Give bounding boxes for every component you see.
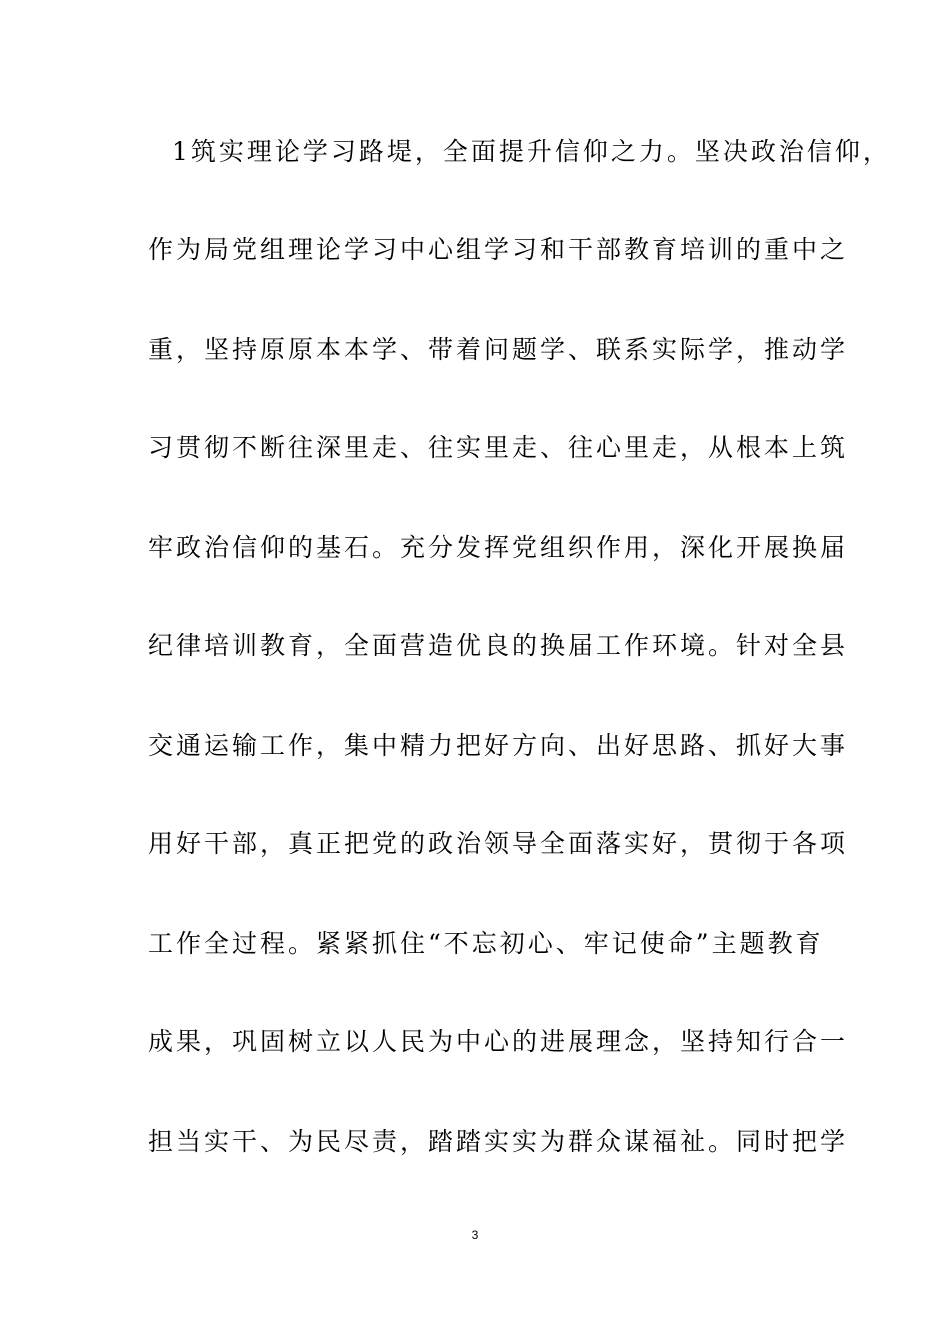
paragraph-line: 习贯彻不断往深里走、往实里走、往心里走，从根本上筑 [148, 433, 849, 462]
paragraph-line: 工作全过程。紧紧抓住“不忘初心、牢记使命”主题教育 [148, 929, 824, 958]
paragraph-line: 担当实干、为民尽责，踏踏实实为群众谋福祉。同时把学 [148, 1127, 849, 1156]
paragraph-line: 成果，巩固树立以人民为中心的进展理念，坚持知行合一 [148, 1027, 849, 1056]
paragraph-line: 交通运输工作，集中精力把好方向、出好思路、抓好大事 [148, 731, 849, 760]
paragraph-line: 重，坚持原原本本学、带着问题学、联系实际学，推动学 [148, 335, 849, 364]
paragraph-line: 用好干部，真正把党的政治领导全面落实好，贯彻于各项 [148, 829, 849, 858]
page-number: 3 [471, 1228, 479, 1242]
paragraph-line: 牢政治信仰的基石。充分发挥党组织作用，深化开展换届 [148, 533, 849, 562]
paragraph-line: 1筑实理论学习路堤，全面提升信仰之力。坚决政治信仰， [172, 137, 891, 166]
paragraph-line: 作为局党组理论学习中心组学习和干部教育培训的重中之 [148, 235, 849, 264]
paragraph-line: 纪律培训教育，全面营造优良的换届工作环境。针对全县 [148, 631, 849, 660]
